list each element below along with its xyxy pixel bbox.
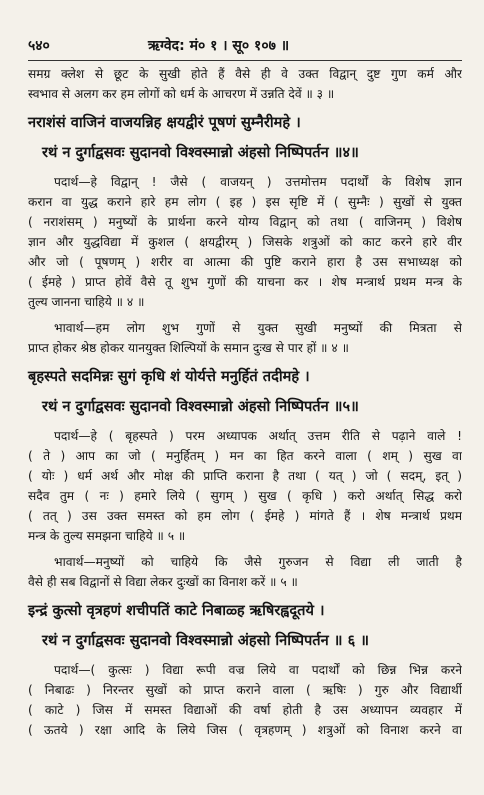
text-line: स्वभाव से अलग कर हम लोगों को धर्म के आचरण में उन्नति देवें ॥ ३ ॥ bbox=[28, 87, 335, 101]
padartha-line: पदार्थ—( कुत्सः ) विद्या रूपी वज्र लिये वा पदार्थों को छिन्न भिन्न करने bbox=[54, 663, 462, 677]
text-line: समग्र क्लेश से छूट के सुखी होते हैं वैसे ही वे उक्त विद्वान् दुष्ट गुण कर्म और bbox=[28, 67, 462, 81]
padartha-line: ( नराशंसम् ) मनुष्यों के प्रार्थना करने योग्य विद्वान् को तथा ( वाजिनम् ) विशेष bbox=[28, 215, 462, 229]
padartha-line: पदार्थ—हे विद्वान् ! जैसे ( वाजयन् ) उत्तमोत्तम पदार्थों के विशेष ज्ञान bbox=[54, 175, 462, 189]
padartha-line: करान वा युद्ध कराने हारे हम लोग ( इह ) इस सृष्टि में ( सुम्नैः ) सुखों से युक्त bbox=[28, 195, 462, 209]
mantra-line: नराशंसं वाजिनं वाजयन्निह क्षयद्वीरं पूषणं सुम्नैरीमहे । bbox=[28, 114, 301, 131]
padartha-line: ( योः ) धर्म अर्थ और मोक्ष की प्राप्ति कराना है तथा ( यत् ) जो ( सदम्, इत् ) bbox=[28, 469, 462, 483]
mantra-line: इन्द्रं कुत्सो वृत्रहणं शचीपतिं काटे निबाळ्ह ऋषिरह्वदूतये । bbox=[28, 602, 325, 619]
mantra-line: रथं न दुर्गाद्वसवः सुदानवो विश्वस्मान्नो अंहसो निष्पिपर्तन ॥ ६ ॥ bbox=[42, 632, 370, 649]
padartha-line: ज्ञान और युद्धविद्या में कुशल ( क्षयद्वीरम् ) जिसके शत्रुओं को काट करने हारे वीर bbox=[28, 235, 462, 249]
padartha-line: मन्त्र के तुल्य समझना चाहिये ॥ ५ ॥ bbox=[28, 529, 186, 543]
padartha-line: ( ऊतये ) रक्षा आदि के लिये जिस ( वृत्रहणम् ) शत्रुओं को विनाश करने वा bbox=[28, 723, 462, 737]
running-reference: ऋग्वेद: मं० १ । सू० १०७ ॥ bbox=[148, 38, 290, 54]
mantra-line: रथं न दुर्गाद्वसवः सुदानवो विश्वस्मान्नो अंहसो निष्पिपर्तन ॥५॥ bbox=[42, 398, 359, 415]
padartha-line: पदार्थ—हे ( बृहस्पते ) परम अध्यापक अर्थात् उत्तम रीति से पढ़ाने वाले ! bbox=[54, 429, 462, 443]
page-header bbox=[28, 36, 462, 58]
bhavartha-line: भावार्थ—मनुष्यों को चाहिये कि जैसे गुरुजन से विद्या ली जाती है bbox=[54, 555, 462, 569]
mantra-line: रथं न दुर्गाद्वसवः सुदानवो विश्वस्मान्नो अंहसो निष्पिपर्तन ॥४॥ bbox=[42, 144, 359, 161]
bhavartha-line: प्राप्त होकर श्रेष्ठ होकर यानयुक्त शिल्पियों के समान दुःख से पार हों ॥ ४ ॥ bbox=[28, 341, 349, 355]
mantra-line: बृहस्पते सदमिन्नः सुगं कृधि शं योर्यत्ते मनुर्हितं तदीमहे । bbox=[28, 368, 310, 385]
padartha-line: सदैव तुम ( नः ) हमारे लिये ( सुगम् ) सुख ( कृधि ) करो अर्थात् सिद्ध करो bbox=[28, 489, 462, 503]
padartha-line: ( तत् ) उस उक्त समस्त को हम लोग ( ईमहे ) मांगते हैं । शेष मन्त्रार्थ प्रथम bbox=[28, 509, 462, 523]
padartha-line: ( ईमहे ) प्राप्त होवें वैसे तू शुभ गुणों की याचना कर । शेष मन्त्रार्थ प्रथम मन्त्र के bbox=[28, 275, 462, 289]
padartha-line: ( निबाढः ) निरन्तर सुखों को प्राप्त कराने वाला ( ऋषिः ) गुरु और विद्यार्थी bbox=[28, 683, 462, 697]
padartha-line: ( काटे ) जिस में समस्त विद्याओं की वर्षा होती है उस अध्यापन व्यवहार में bbox=[28, 703, 462, 717]
bhavartha-line: वैसे ही सब विद्वानों से विद्या लेकर दुःखों का विनाश करें ॥ ५ ॥ bbox=[28, 575, 298, 589]
page-number: ५४० bbox=[28, 38, 50, 54]
padartha-line: ( ते ) आप का जो ( मनुर्हितम् ) मन का हित करने वाला ( शम् ) सुख वा bbox=[28, 449, 462, 463]
padartha-line: और जो ( पूषणम् ) शरीर वा आत्मा की पुष्टि कराने हारा है उस सभाध्यक्ष को bbox=[28, 255, 462, 269]
header-rule bbox=[28, 60, 462, 61]
bhavartha-line: भावार्थ—हम लोग शुभ गुणों से युक्त सुखी मनुष्यों की मित्रता से bbox=[54, 321, 462, 335]
page-body bbox=[28, 64, 462, 740]
padartha-line: तुल्य जानना चाहिये ॥ ४ ॥ bbox=[28, 295, 145, 309]
